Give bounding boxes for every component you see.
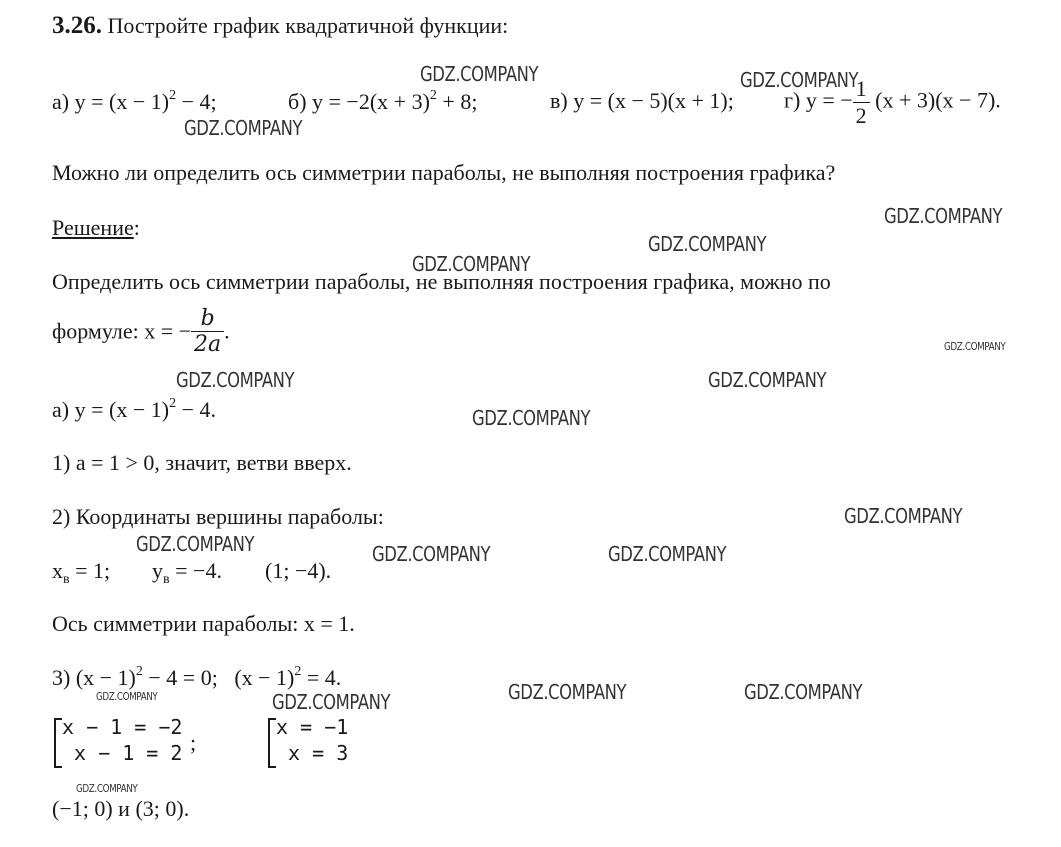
system-bracket-1 bbox=[54, 718, 62, 768]
watermark: GDZ.COMPANY bbox=[76, 782, 138, 795]
vertex-x: $x_в = 1$; bbox=[52, 558, 111, 587]
watermark: GDZ.COMPANY bbox=[372, 542, 491, 566]
system-bracket-2 bbox=[268, 718, 276, 768]
problem-number: 3.26. bbox=[52, 12, 102, 39]
watermark: GDZ.COMPANY bbox=[420, 62, 539, 86]
step-2: 2) Координаты вершины параболы: bbox=[52, 504, 384, 529]
watermark: GDZ.COMPANY bbox=[944, 340, 1006, 353]
system-separator: ; bbox=[190, 730, 197, 755]
step-3: 3) $(x - 1)^2 - 4 = 0$; $(x - 1)^2 = 4$. bbox=[52, 664, 342, 690]
roots: (−1; 0) и (3; 0). bbox=[52, 796, 190, 821]
watermark: GDZ.COMPANY bbox=[272, 690, 391, 714]
watermark: GDZ.COMPANY bbox=[708, 368, 827, 392]
watermark: GDZ.COMPANY bbox=[744, 680, 863, 704]
watermark: GDZ.COMPANY bbox=[608, 542, 727, 566]
watermark: GDZ.COMPANY bbox=[184, 116, 303, 140]
system-1: x − 1 = −2 x − 1 = 2 bbox=[62, 715, 183, 765]
solution-intro: Определить ось симметрии параболы, не выполняя построения графика, можно по bbox=[52, 269, 831, 294]
problem-statement: Постройте график квадратичной функции: bbox=[107, 13, 509, 38]
watermark: GDZ.COMPANY bbox=[472, 406, 591, 430]
solution-part-a: а) $y = (x - 1)^2 - 4$. bbox=[52, 396, 216, 422]
fraction-one-half: $\frac{1}{2}$ bbox=[853, 76, 870, 129]
part-a: а) $y = (x - 1)^2 - 4$; bbox=[52, 88, 217, 114]
vertex-point: (1; −4). bbox=[265, 558, 332, 583]
symmetry-axis: Ось симметрии параболы: x = 1. bbox=[52, 611, 355, 636]
watermark: GDZ.COMPANY bbox=[740, 68, 859, 92]
watermark: GDZ.COMPANY bbox=[96, 690, 158, 703]
watermark: GDZ.COMPANY bbox=[176, 368, 295, 392]
solution-heading: Решение: bbox=[52, 215, 140, 240]
fraction-b-over-2a: $\frac{b}{2a}$ bbox=[191, 306, 224, 357]
step-1: 1) a = 1 > 0, значит, ветви вверх. bbox=[52, 450, 352, 475]
watermark: GDZ.COMPANY bbox=[844, 504, 963, 528]
watermark: GDZ.COMPANY bbox=[412, 252, 531, 276]
question: Можно ли определить ось симметрии параболы, не выполняя построения графика? bbox=[52, 160, 836, 185]
part-b: б) $y = -2(x + 3)^2 + 8$; bbox=[288, 88, 478, 114]
problem-header bbox=[52, 12, 508, 40]
part-d: г) y = − $\frac{1}{2}$ (x + 3)(x − 7). bbox=[784, 76, 1001, 128]
watermark: GDZ.COMPANY bbox=[884, 204, 1003, 228]
vertex-y: $y_в = -4$. bbox=[152, 558, 222, 587]
watermark: GDZ.COMPANY bbox=[648, 232, 767, 256]
watermark: GDZ.COMPANY bbox=[136, 532, 255, 556]
part-c: в) y = (x − 5)(x + 1); bbox=[550, 88, 734, 113]
system-2: x = −1 x = 3 bbox=[276, 715, 349, 765]
watermark: GDZ.COMPANY bbox=[508, 680, 627, 704]
formula-line: формуле: x = − $\frac{b}{2a}$ . bbox=[52, 306, 230, 357]
